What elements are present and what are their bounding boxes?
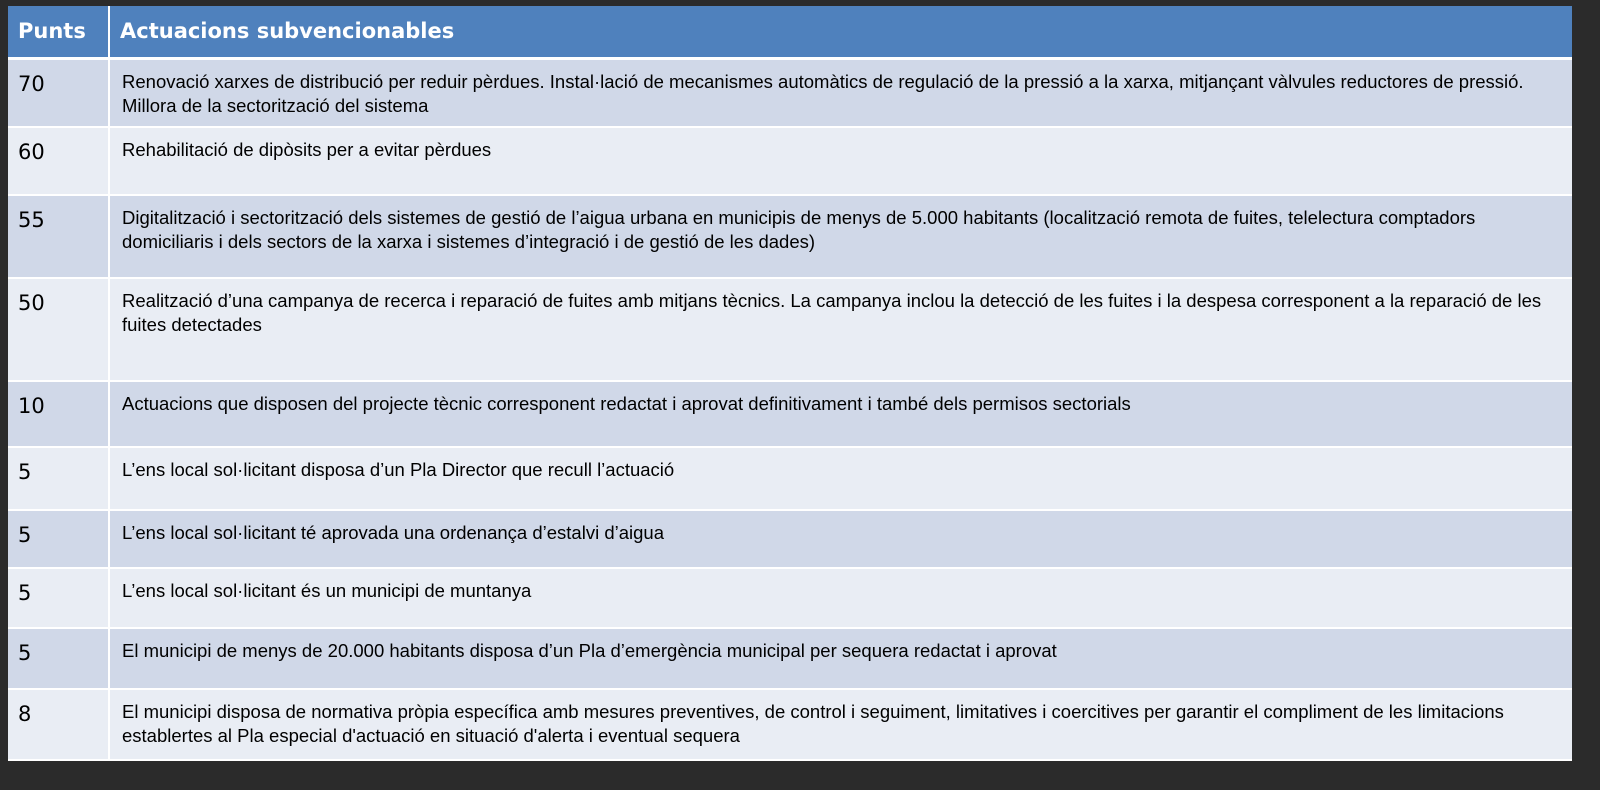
table-row [8, 127, 1572, 195]
table-header-row [8, 6, 1572, 58]
row-points: 5 [8, 447, 109, 510]
row-points: 50 [8, 278, 109, 381]
row-description: Renovació xarxes de distribució per reduir pèrdues. Instal·lació de mecanismes automàtics de regulació de la pressió a la xarxa, mitjançant vàlvules reductores de pressió. Millora de la sectorització del sistema [109, 58, 1572, 127]
row-description: L’ens local sol·licitant és un municipi de muntanya [109, 568, 1572, 628]
row-points: 10 [8, 381, 109, 447]
points-column-header: Punts [8, 6, 109, 58]
row-description: Actuacions que disposen del projecte tècnic corresponent redactat i aprovat definitivament i també dels permisos sectorials [109, 381, 1572, 447]
row-description: Realització d’una campanya de recerca i reparació de fuites amb mitjans tècnics. La campanya inclou la detecció de les fuites i la despesa corresponent a la reparació de les fuites detectades [109, 278, 1572, 381]
row-points: 60 [8, 127, 109, 195]
table-row [8, 58, 1572, 127]
row-description: Rehabilitació de dipòsits per a evitar pèrdues [109, 127, 1572, 195]
table-row [8, 510, 1572, 568]
row-description: L’ens local sol·licitant té aprovada una ordenança d’estalvi d’aigua [109, 510, 1572, 568]
table-row [8, 568, 1572, 628]
row-description: El municipi de menys de 20.000 habitants disposa d’un Pla d’emergència municipal per sequera redactat i aprovat [109, 628, 1572, 689]
row-description: El municipi disposa de normativa pròpia específica amb mesures preventives, de control i seguiment, limitatives i coercitives per garantir el compliment de les limitacions establertes al Pla especial d'actuació en situació d'alerta i eventual sequera [109, 689, 1572, 760]
row-points: 55 [8, 195, 109, 278]
table-row [8, 689, 1572, 760]
row-points: 5 [8, 568, 109, 628]
table-row [8, 628, 1572, 689]
table-row [8, 278, 1572, 381]
row-description: Digitalització i sectorització dels sistemes de gestió de l’aigua urbana en municipis de menys de 5.000 habitants (localització remota de fuites, telelectura comptadors domiciliaris i dels sectors de la xarxa i sistemes d’integració i de gestió de les dades) [109, 195, 1572, 278]
row-points: 5 [8, 510, 109, 568]
table-row [8, 195, 1572, 278]
row-description: L’ens local sol·licitant disposa d’un Pla Director que recull l’actuació [109, 447, 1572, 510]
subsidy-criteria-table [8, 6, 1572, 761]
row-points: 70 [8, 58, 109, 127]
table-row [8, 447, 1572, 510]
row-points: 5 [8, 628, 109, 689]
description-column-header: Actuacions subvencionables [109, 6, 1572, 58]
row-points: 8 [8, 689, 109, 760]
table-row [8, 381, 1572, 447]
